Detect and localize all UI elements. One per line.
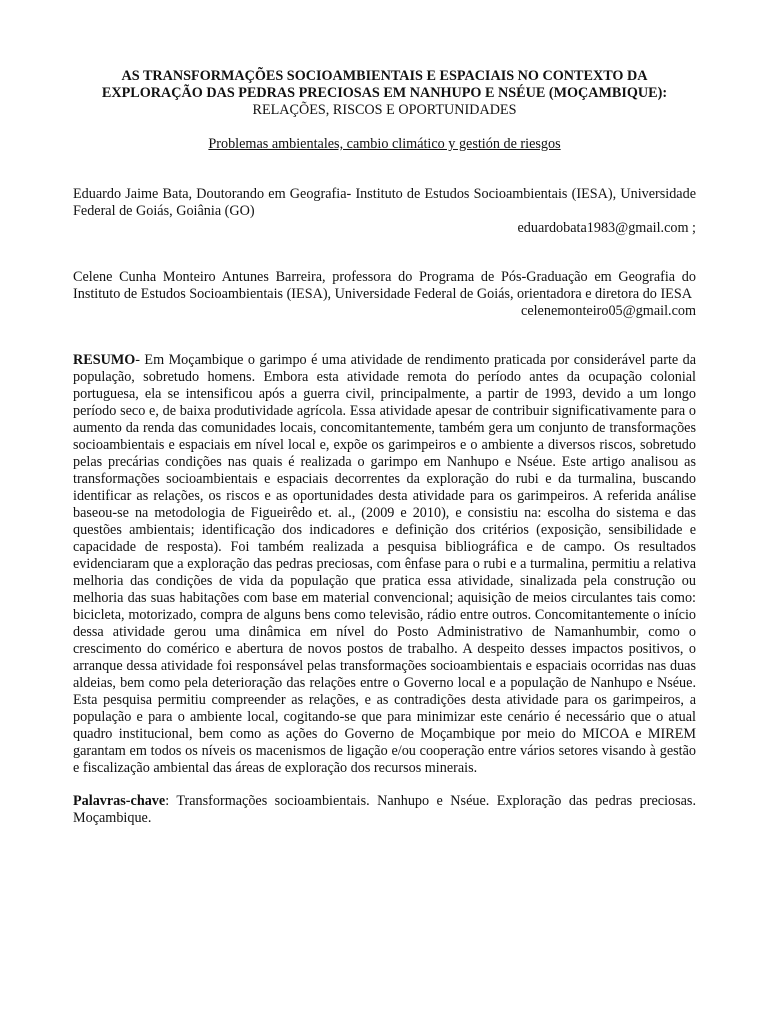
title-subtitle: RELAÇÕES, RISCOS E OPORTUNIDADES <box>252 102 517 118</box>
abstract-text: - Em Moçambique o garimpo é uma atividade de rendimento praticada por considerável parte da população, sobretudo homens. Embora esta atividade remota do período antes da ocupação colonial portuguesa, ela se intensificou após a guerra civil, principalmente, a partir de 1993, devido a um longo período seco e, de baixa produtividade agrícola. Essa atividade apesar de contribuir significativamente para o aumento da renda das comunidades locais, concomitantemente, também gera um conjunto de transformações socioambientais e espaciais em nível local e, expõe os garimpeiros e o ambiente a diversos riscos, sobretudo pelas precárias condições nas quais é realizada o garimpo em Nanhupo e Nséue. Este artigo analisou as transformações socioambientais e espaciais decorrentes da exploração do rubi e da turmalina, buscando identificar as relações, os riscos e as oportunidades desta atividade para os garimpeiros. A referida análise baseou-se na metodologia de Figueirêdo et. al., (2009 e 2010), e consistiu na: escolha do sistema e das questões ambientais; identificação dos indicadores e definição dos critérios (exposição, sensibilidade e capacidade de resposta). Foi também realizada a pesquisa bibliográfica e de campo. Os resultados evidenciaram que a exploração das pedras preciosas, com ênfase para o rubi e a turmalina, permitiu a relativa melhoria das condições de vida da população que pratica essa atividade, sinalizada pela construção ou melhoria das suas habitações com base em material convencional; aquisição de meios circulantes tais como: bicicleta, motorizado, compra de alguns bens como televisão, rádio entre outros. Concomitantemente o início dessa atividade gerou uma dinâmica em nível do Posto Administrativo de Namanhumbir, como o crescimento do comérico e abertura de novos postos de trabalho. A despeito desses impactos positivos, o arranque dessa atividade foi responsável pelas transformações socioambientais e espaciais ocorridas nas duas aldeias, bem como pela deterioração das relações entre o Governo local e a população de Nanhupo e Nséue. Esta pesquisa permitiu compreender as relações, e as contradições desta atividade para os garimpeiros, a população e para o ambiente local, cogitando-se que para minimizar este cenário é necessário que o atual quadro institucional, bem como as ações do Governo de Moçambique por meio do MICOA e MIREM garantam em todos os níveis os macenismos de ligação e/ou cooperação entre vários setores visando à gestão e fiscalização ambiental das áreas de exploração dos recursos minerais. <box>73 352 696 776</box>
topic-heading: Problemas ambientales, cambio climático y gestión de riesgos <box>208 136 561 152</box>
author-2 <box>73 269 696 320</box>
keywords-label: Palavras-chave <box>73 793 166 809</box>
author-2-email: celenemonteiro05@gmail.com <box>521 303 696 319</box>
abstract-label: RESUMO <box>73 352 136 368</box>
paper-title <box>73 68 696 119</box>
author-1-email: eduardobata1983@gmail.com ; <box>517 220 696 236</box>
author-2-affiliation: Celene Cunha Monteiro Antunes Barreira, professora do Programa de Pós-Graduação em Geografia do Instituto de Estudos Socioambientais (IESA), Universidade Federal de Goiás, orientadora e diretora do IESA <box>73 269 696 302</box>
author-1-affiliation: Eduardo Jaime Bata, Doutorando em Geografia- Instituto de Estudos Socioambientais (IESA), Universidade Federal de Goiás, Goiânia (GO) <box>73 186 696 219</box>
author-1 <box>73 186 696 237</box>
title-line-2: EXPLORAÇÃO DAS PEDRAS PRECIOSAS EM NANHUPO E NSÉUE (MOÇAMBIQUE): <box>101 85 668 101</box>
keywords-paragraph <box>73 793 696 827</box>
title-line-1: AS TRANSFORMAÇÕES SOCIOAMBIENTAIS E ESPACIAIS NO CONTEXTO DA <box>121 68 648 84</box>
abstract-paragraph <box>73 352 696 777</box>
keywords-text: : Transformações socioambientais. Nanhupo e Nséue. Exploração das pedras preciosas. Moçambique. <box>73 793 696 826</box>
